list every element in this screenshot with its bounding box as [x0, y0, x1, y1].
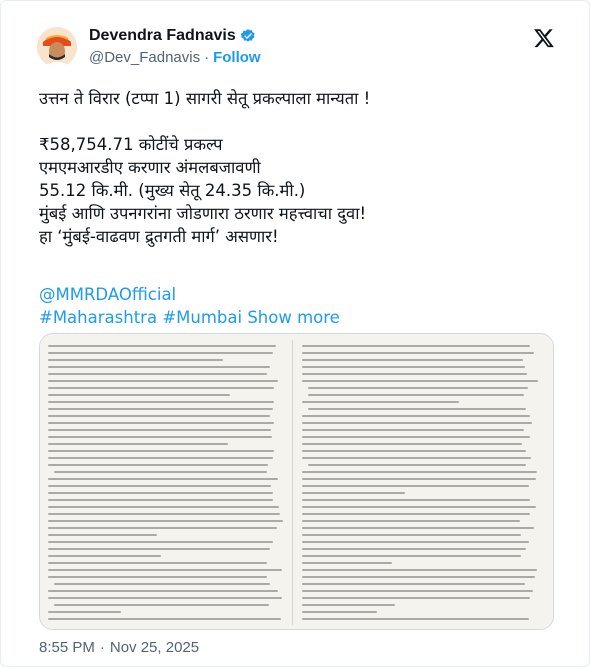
document-scan-line [302, 510, 538, 517]
tweet-line-1: उत्तन ते विरार (टप्पा 1) सागरी सेतू प्रकल्पाला मान्यता ! [39, 89, 371, 108]
document-scan-line [48, 566, 284, 573]
x-logo-icon[interactable] [533, 27, 555, 49]
author-name[interactable]: Devendra Fadnavis [89, 27, 236, 44]
document-column-divider [292, 340, 293, 625]
document-scan-line [302, 594, 538, 601]
document-scan-line [302, 475, 538, 482]
tweet-timestamp[interactable] [39, 639, 199, 656]
document-scan-line [48, 363, 284, 370]
document-scan-line [48, 384, 284, 391]
document-scan-line [302, 370, 538, 377]
document-scan-line [48, 426, 284, 433]
timestamp-date: Nov 25, 2025 [109, 639, 200, 656]
document-scan-line [302, 524, 538, 531]
document-scan-line [302, 412, 538, 419]
document-scan-line [48, 398, 284, 405]
show-more-link[interactable]: Show more [247, 308, 340, 327]
document-scan-line [302, 566, 538, 573]
document-scan-line [302, 489, 538, 496]
author-handle[interactable]: @Dev_Fadnavis [89, 49, 201, 66]
verified-badge-icon [240, 28, 256, 44]
document-scan-line [48, 468, 284, 475]
document-scan-line [48, 370, 284, 377]
document-scan-line [302, 552, 538, 559]
document-scan-line [302, 482, 538, 489]
document-scan-line [302, 398, 538, 405]
hashtag-link-maharashtra[interactable]: #Maharashtra [39, 308, 158, 327]
avatar[interactable] [37, 27, 77, 67]
document-scan-line [48, 440, 284, 447]
document-scan-line [302, 580, 538, 587]
document-scan-line [302, 538, 538, 545]
follow-button[interactable]: Follow [213, 49, 261, 66]
document-scan-line [302, 426, 538, 433]
document-scan-line [302, 587, 538, 594]
document-scan-line [302, 601, 538, 608]
document-scan-line [302, 615, 538, 622]
tweet-header [37, 23, 569, 71]
mention-link[interactable]: @MMRDAOfficial [39, 285, 177, 304]
document-scan-line [302, 461, 538, 468]
tweet-text [39, 87, 559, 248]
document-scan-line [302, 405, 538, 412]
document-scan-line [302, 545, 538, 552]
document-scan-line [302, 468, 538, 475]
document-scan-line [48, 552, 284, 559]
document-scan-line [48, 433, 284, 440]
hashtag-link-mumbai[interactable]: #Mumbai [162, 308, 243, 327]
document-scan-line [302, 454, 538, 461]
document-scan-line [302, 503, 538, 510]
document-scan-line [302, 573, 538, 580]
document-scan-line [302, 384, 538, 391]
document-scan-line [302, 356, 538, 363]
document-scan-line [48, 517, 284, 524]
document-scan-line [48, 510, 284, 517]
timestamp-time: 8:55 PM [39, 639, 95, 656]
document-scan-line [302, 531, 538, 538]
document-scan-line [48, 447, 284, 454]
document-scan-line [302, 342, 538, 349]
document-scan-line [48, 580, 284, 587]
name-line [89, 27, 256, 45]
document-scan-line [302, 517, 538, 524]
document-scan-line [302, 608, 538, 615]
document-scan-line [48, 349, 284, 356]
document-scan-line [302, 433, 538, 440]
document-scan-line [302, 377, 538, 384]
document-scan-line [48, 545, 284, 552]
document-scan-line [302, 559, 538, 566]
tweet-line-3: एमएमआरडीए करणार अंमलबजावणी [39, 158, 261, 177]
tweet-gap [39, 110, 559, 133]
document-scan-line [48, 601, 284, 608]
document-scan-line [48, 503, 284, 510]
document-scan-line [48, 454, 284, 461]
tweet-line-2: ₹58,754.71 कोटींचे प्रकल्प [39, 135, 223, 154]
document-scan-line [48, 419, 284, 426]
document-scan-line [48, 391, 284, 398]
document-scan-line [302, 447, 538, 454]
document-scan-line [302, 349, 538, 356]
document-scan-line [302, 440, 538, 447]
document-scan-line [48, 559, 284, 566]
document-scan [40, 334, 553, 629]
attached-document-image[interactable] [39, 333, 554, 630]
document-scan-line [302, 363, 538, 370]
document-scan-line [48, 531, 284, 538]
tweet-tags [39, 283, 340, 329]
document-scan-line [48, 489, 284, 496]
handle-line [89, 49, 261, 66]
document-scan-line [48, 594, 284, 601]
document-scan-line [48, 377, 284, 384]
document-scan-line [48, 587, 284, 594]
document-scan-line [302, 496, 538, 503]
document-scan-line [48, 342, 284, 349]
document-scan-line [48, 615, 284, 622]
document-column-right [302, 342, 538, 622]
tweet-line-4: 55.12 कि.मी. (मुख्य सेतू 24.35 कि.मी.) [39, 181, 306, 200]
document-scan-line [48, 356, 284, 363]
document-scan-line [302, 391, 538, 398]
document-scan-line [48, 412, 284, 419]
document-scan-line [48, 538, 284, 545]
document-scan-line [48, 405, 284, 412]
document-scan-line [48, 608, 284, 615]
timestamp-separator: · [99, 639, 105, 656]
handle-separator: · [204, 49, 210, 66]
document-scan-line [48, 482, 284, 489]
document-scan-line [302, 419, 538, 426]
document-column-left [48, 342, 284, 622]
document-scan-line [48, 496, 284, 503]
document-scan-line [48, 475, 284, 482]
document-scan-line [48, 573, 284, 580]
document-scan-line [48, 524, 284, 531]
document-scan-line [48, 461, 284, 468]
tweet-line-6: हा ‘मुंबई-वाढवण द्रुतगती मार्ग’ असणार! [39, 227, 279, 246]
tweet-line-5: मुंबई आणि उपनगरांना जोडणारा ठरणार महत्त्वाचा दुवा! [39, 204, 367, 223]
